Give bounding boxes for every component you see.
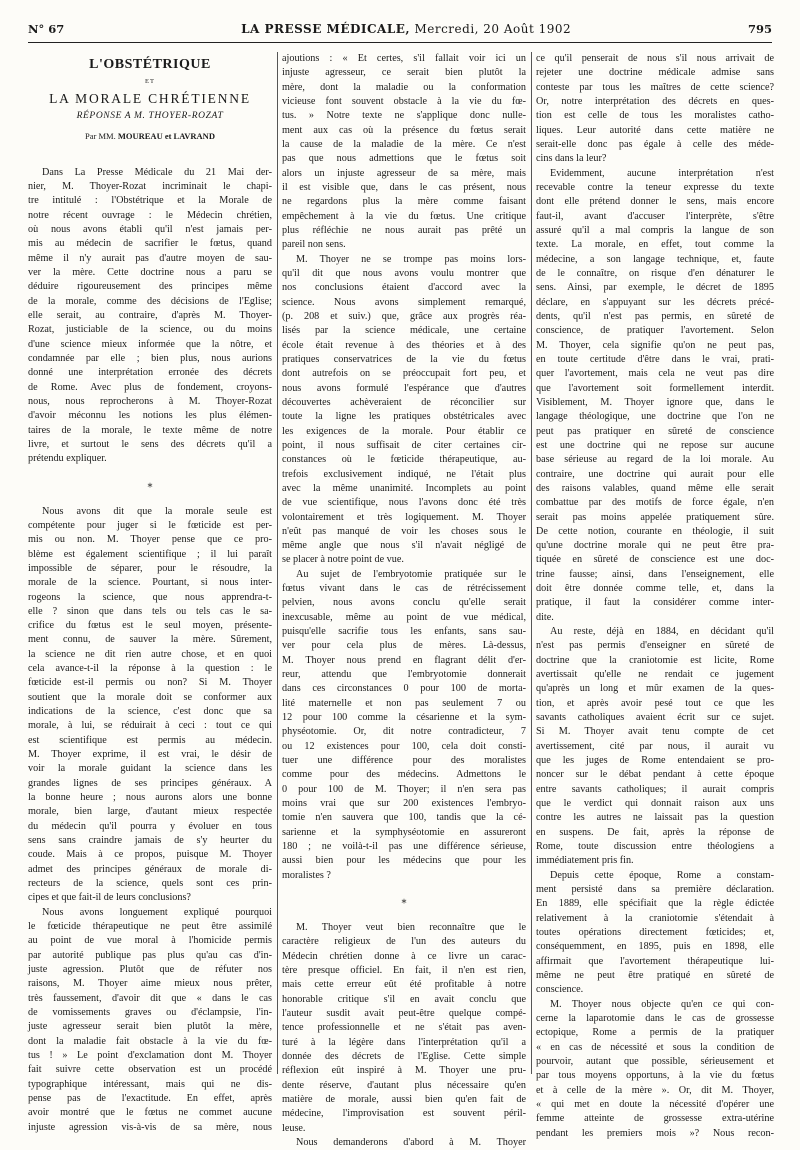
text-block	[28, 166, 272, 467]
text-line: point, il nous suffisait de citer certaines cir-	[282, 439, 526, 451]
text-line: nous, nous reprocherons à M. Thoyer-Rozat	[28, 395, 272, 407]
text-line: avertissait qu'elle ne rendait ce jugement	[536, 669, 774, 681]
column-1	[28, 52, 272, 1133]
text-line: Evidemment, aucune interprétation n'est	[550, 167, 774, 179]
text-line: tiquée en sûreté de conscience est une doc-	[536, 554, 774, 566]
text-line: réflexion eût inspiré à M. Thoyer une pru-	[282, 1065, 526, 1077]
text-block	[282, 52, 526, 883]
text-line: comme pour des médecins. Admettons le	[282, 769, 526, 781]
text-line: toutes opérations directement fœticides; et,	[536, 927, 774, 939]
text-line: lité maternelle et non pas seulement 7 ou	[282, 697, 526, 709]
text-line: Nous avons dit que la morale seule est	[42, 505, 272, 517]
journal-title: LA PRESSE MÉDICALE,	[241, 22, 411, 36]
text-line: Visiblement, M. Thoyer ignore que, dans le	[536, 396, 774, 408]
text-line: fœticide est-il permis ou non? Si M. Thoyer	[28, 677, 272, 689]
text-line: la science ne dit rien autre chose, et en quoi	[28, 648, 272, 660]
text-line: qu'une doctrine morale qui ne peut être pra-	[536, 540, 774, 552]
text-line: pas que nous admettions que le fœtus soit	[282, 153, 526, 165]
text-block	[536, 52, 774, 1141]
column-2	[282, 52, 526, 1148]
text-line: ce qu'il penserait de nous s'il nous arrivait de	[536, 53, 774, 64]
text-line: lisés par la science médicale, une certaine	[282, 325, 526, 337]
text-line: tomie n'en sauvera que 100, tandis que la cé-	[282, 812, 526, 824]
journal-masthead	[241, 22, 571, 36]
text-line: combattue par des motifs de force égale, n'en	[536, 497, 774, 509]
text-line: doit être donnée comme telle, et, dans la	[536, 583, 774, 595]
text-line: M. Thoyer, cela signifie qu'on ne peut pas,	[536, 339, 774, 351]
text-line: Si M. Thoyer avait tenu compte de cet	[536, 726, 774, 738]
text-line: conséquemment, en 1895, puis en 1898, elle	[536, 941, 774, 953]
text-line: En 1889, elle spécifiait que la règle édictée	[536, 898, 774, 910]
column-3	[536, 52, 774, 1139]
text-line: injuste agresseur, ce serait bien plutôt la	[282, 67, 526, 79]
text-line: pelvien, nous avons conclu qu'elle serait	[282, 597, 526, 609]
text-line: mis ou non. M. Thoyer pense que ce pro-	[28, 534, 272, 546]
text-line: morale, bien large, d'autant mieux respectée	[28, 806, 272, 818]
text-line: alors un injuste agresseur de sa mère, mais	[282, 167, 526, 179]
text-line: même angle que nous s'il n'avait négligé de	[282, 540, 526, 552]
text-line: caractère religieux de l'un des auteurs du	[282, 936, 526, 948]
text-line: donnée des décrets de l'Eglise. Cette simple	[282, 1050, 526, 1062]
text-line: (p. 208 et suiv.) que, grâce aux progrès réa-	[282, 310, 526, 322]
text-line: école était revenue à des théories et à des	[282, 339, 526, 351]
text-line: mis au médecin de sacrifier le fœtus, quand	[28, 238, 272, 250]
text-line: reur, attendu que l'embryotomie donnerait	[282, 669, 526, 681]
text-line: pareil non sens.	[282, 239, 346, 251]
text-line: matière de morale, aussi bien qu'en fait de	[282, 1093, 526, 1105]
text-line: 12 pour 100 comme la césarienne et la sym-	[282, 712, 526, 724]
text-line: tence professionnelle et ne s'était pas aven-	[282, 1022, 526, 1034]
text-line: rejeter une doctrine médicale admise sans	[536, 67, 774, 79]
text-line: avoir montré que le fœtus ne commet aucune	[28, 1107, 272, 1119]
text-line: 0 pour 100 de M. Thoyer; il n'en sera pas	[282, 783, 526, 795]
text-line: ne regardons plus la mère comme faisant	[282, 196, 526, 208]
text-line: avertissement, cité par nous, il aurait vu	[536, 740, 774, 752]
text-line: ment aux cas où la présence du fœtus serait	[282, 124, 526, 136]
text-line: Depuis cette époque, Rome a constam-	[550, 869, 774, 881]
text-line: femme atteinte de grossesse extra-utérine	[536, 1113, 774, 1125]
text-line: relativement à la craniotomie s'étendait à	[536, 912, 774, 924]
text-line: raisons, M. Thoyer aime mieux nous prêter,	[28, 978, 272, 990]
text-line: puisqu'elle sacrifie tous les enfants, sans sau-	[282, 626, 526, 638]
text-line: d'avoir méconnu les notions les plus élémen-	[28, 410, 272, 422]
text-line: faut-il, avant d'accuser l'interprète, s'être	[536, 210, 774, 222]
text-line: l'auteur susdit avait peut-être quelque compé-	[282, 1008, 526, 1019]
text-line: moralistes ?	[282, 869, 331, 881]
text-line: des raisons valables, quand même elle serait	[536, 482, 774, 494]
section-separator: ⁎	[401, 895, 407, 907]
article-response-line: RÉPONSE A M. THOYER-ROZAT	[76, 110, 224, 121]
text-line: toute la ligne les pratiques obstétricales avec	[282, 411, 526, 423]
text-line: dans ces circonstances 0 pour 100 de morta-	[282, 683, 526, 695]
text-line: compétente pour juger si le fœticide est per-	[28, 519, 272, 531]
text-line: pendant les premiers mois »? Nous recon-	[536, 1127, 774, 1139]
text-line: entre savants catholiques; il aurait compris	[536, 783, 774, 795]
text-line: la cause de la maladie de la mère. Ce n'est	[282, 138, 526, 150]
text-line: très faussement, d'avoir dit que « dans le cas	[28, 992, 272, 1004]
text-line: taires de la morale, le texte même de notre	[28, 424, 272, 436]
text-line: ment persisté dans sa première déclaration.	[536, 884, 774, 896]
issue-number: N° 67	[28, 22, 65, 36]
text-line: M. Thoyer ne se trompe pas moins lors-	[296, 253, 526, 265]
text-line: mère, dont la maladie ou la conformation	[282, 81, 526, 93]
text-line: nos conclusions étaient d'accord avec la	[282, 282, 526, 294]
text-line: n'est pas permis d'enseigner en sûreté de	[536, 640, 774, 652]
text-line: condamnée par elle ; bien plus, nous aurions	[28, 352, 272, 364]
text-line: morale de la science. Pourtant, si nous inter-	[28, 577, 272, 589]
text-line: recevable contre la teneur expresse du texte	[536, 181, 774, 193]
text-line: cipes et que fait-il de leurs conclusions?	[28, 892, 191, 904]
text-line: de la morale, comme des décisions de l'Eglise;	[28, 295, 272, 307]
text-line: dents, qu'il n'est pas permis, en sûreté de	[536, 310, 774, 322]
text-line: admet des principes généraux de morale di-	[28, 863, 272, 875]
text-line: médecine, l'improvisation est souvent péril-	[282, 1108, 526, 1120]
text-line: n'eût pas manqué de voir les choses sous le	[282, 525, 526, 537]
text-line: dont autrefois on se préoccupait fort peu, et	[282, 368, 526, 380]
column-divider	[277, 52, 278, 1074]
text-line: déduire rigoureusement des principes même	[28, 281, 272, 293]
text-line: elle serait, au contraire, d'après M. Thoyer-	[28, 309, 272, 321]
text-line: pense pas de l'exactitude. En effet, après	[28, 1092, 272, 1104]
article-title-et: ET	[145, 78, 155, 86]
text-line: conscience, de pratiquer l'avortement. Selon	[536, 325, 774, 337]
text-line: tion, et après avoir pesé tout ce que les	[536, 697, 774, 709]
text-line: M. Thoyer nous prend en flagrant délit d'er-	[282, 654, 526, 666]
text-line: cerne la laparotomie dans le cas de grossesse	[536, 1012, 774, 1024]
section-separator: ⁎	[147, 478, 153, 490]
article-title: L'OBSTÉTRIQUE	[89, 57, 211, 72]
text-line: sens sans craindre jamais de s'y heurter du	[28, 835, 272, 847]
text-line: quer l'avortement, mais cela ne veut pas dire	[536, 368, 774, 380]
text-line: nier, M. Thoyer-Rozat incriminait le chapi-	[28, 180, 272, 192]
text-line: moins vrai que sur 200 existences l'embryo-	[282, 798, 526, 810]
text-line: se placer à notre point de vue.	[282, 554, 404, 566]
text-line: constances où le fœticide thérapeutique, au-	[282, 454, 526, 466]
issue-date: Mercredi, 20 Août 1902	[414, 22, 572, 36]
text-line: par autorité publique pas plus qu'au cas d'in-	[28, 949, 272, 961]
page-number: 795	[747, 22, 772, 36]
text-line: recteurs de la science, quels sont ces prin-	[28, 878, 272, 890]
text-block	[282, 921, 526, 1150]
text-line: aussi bien pour les médecins que pour les	[282, 855, 526, 867]
text-line: il est visible que, dans le cas présent, nous	[282, 181, 526, 193]
text-line: avec la même unanimité. Incomplets au point	[282, 482, 526, 494]
byline-prefix: Par MM.	[85, 131, 116, 142]
text-line: elle ? sinon que dans tels ou tels cas le sa-	[28, 605, 272, 617]
text-line: ver la mère. Cette doctrine nous a paru se	[28, 266, 272, 278]
text-line: 180 ; ne voilà-t-il pas une différence sérieuse,	[282, 841, 526, 853]
text-line: tuer une différence pour des moralistes	[282, 755, 526, 767]
text-line: le fœticide thérapeutique ne peut être assimilé	[28, 921, 272, 933]
text-line: donné une interprétation erronée des décrets	[28, 367, 272, 379]
text-line: morale, à lui, se réduirait à ceci : tout ce qui	[28, 720, 272, 732]
text-line: grandes lignes de ses principes généraux. A	[28, 777, 272, 789]
text-line: contre les autres ne laissait pas la question	[536, 812, 774, 824]
text-line: langage théologique, une doctrine que l'on ne	[536, 411, 774, 423]
text-line: ectopique, Rome a permis de la pratiquer	[536, 1027, 774, 1039]
text-line: indications de la science, c'est donc que sa	[28, 706, 272, 718]
text-line: conscience.	[536, 984, 584, 996]
text-line: turé à la légère dans l'interprétation qu'il a	[282, 1036, 526, 1048]
text-line: trine fausse; ainsi, dans l'enseignement, elle	[536, 568, 774, 580]
text-line: noncer sur le débat pendant à cette époque	[536, 769, 774, 781]
text-line: liques. Leur autorité dans cette matière ne	[536, 124, 774, 136]
text-line: en toute certitude d'être dans le vrai, prati-	[536, 353, 774, 365]
text-line: prétendu expliquer.	[28, 453, 107, 465]
page-header	[28, 18, 772, 40]
text-line: que les juges de Rome entendaient se pro-	[536, 755, 774, 767]
text-line: juste agresseur serait bien plutôt la mère,	[28, 1021, 272, 1033]
text-line: déclare, en s'appuyant sur les décrets précé-	[536, 296, 774, 308]
text-line: cela avance-t-il la réponse à la question : le	[28, 663, 272, 675]
text-line: trefois exclusivement indiqué, ne l'était plus	[282, 468, 526, 480]
text-line: doctrine que la craniotomie est licite, Rome	[536, 654, 774, 666]
text-line: honorable critique s'il en avait conclu que	[282, 993, 526, 1005]
text-line: ver pour cela plus de mères. Là-dessus,	[282, 640, 526, 652]
text-line: tre intitulé : l'Obstétrique et la Morale de	[28, 195, 272, 207]
text-line: conteste par tous les maîtres de cette science?	[536, 81, 774, 93]
text-line: d'une science mieux informée que la nôtre, et	[28, 338, 272, 350]
text-line: volontairement et très logiquement. M. Thoyer	[282, 511, 526, 523]
text-line: physéotomie. Or, dit notre contradicteur, 7	[282, 726, 526, 738]
text-line: qu'il dit que nous avons voulu montrer que	[282, 267, 526, 279]
text-line: impossible de séparer, pour le résoudre, la	[28, 562, 272, 574]
text-line: soutient que la morale doit se conformer aux	[28, 691, 272, 703]
text-line: fœtus vivant dans le cas de rétrécissement	[282, 583, 526, 595]
text-line: base sérieuse au regard de la loi morale. Au	[536, 454, 774, 466]
text-line: est scientifique est permis au médecin.	[28, 734, 272, 746]
text-line: Or, notre interprétation des décrets en ques-	[536, 95, 774, 107]
text-line: rogeons la science, que nous apprendra-t-	[28, 591, 272, 603]
text-block	[28, 505, 272, 1135]
text-line: Nous avons longuement expliqué pourquoi	[42, 906, 272, 918]
text-line: du médecin qu'il pourra y évoluer en tous	[28, 820, 272, 832]
text-line: tus ! » Le point d'exclamation dont M. Thoyer	[28, 1050, 272, 1061]
text-line: leuse.	[282, 1122, 306, 1134]
text-line: dente réserve, d'autant plus nécessaire qu'en	[282, 1079, 526, 1091]
text-line: science. Nous avons simplement remarqué,	[282, 296, 526, 308]
text-line: tère presque officiel. En fait, il n'en est rien,	[282, 965, 526, 977]
text-line: par tous moyens opportuns, à la vie du fœtus	[536, 1070, 774, 1082]
text-line: est une doctrine qui ne repose sur aucune	[536, 439, 774, 451]
text-line: blème est également scientifique ; il lui paraît	[28, 548, 272, 560]
text-line: Médecin chrétien donne à ce livre un carac-	[282, 950, 526, 962]
text-line: de le connaître, on risque d'en dénaturer le	[536, 267, 774, 279]
text-line: et à celle de la mère ». Or, dit M. Thoyer,	[536, 1084, 774, 1096]
text-line: typographique intéressant, mais qui ne dis-	[28, 1078, 272, 1090]
text-line: la bonne heure ; nous aurons alors une bonne	[28, 792, 272, 804]
text-line: Rozat, justiciable de la science, ou du moins	[28, 324, 272, 336]
text-line: tion est celle de tous les moralistes catho-	[536, 110, 774, 122]
text-line: injuste agression vis-à-vis de sa mère, nous	[28, 1121, 272, 1133]
text-line: même ne peut être pratiqué en sûreté de	[536, 970, 774, 981]
text-line: même il n'y aurait pas d'autre moyen de sau-	[28, 252, 272, 264]
text-line: serait-elle donc pas égale à celle des méde-	[536, 138, 774, 150]
text-line: Dans La Presse Médicale du 21 Mai der-	[42, 166, 272, 178]
text-line: vicieuse font souvent obstacle à la vie du fœ-	[282, 95, 526, 107]
text-line: De cette notion, courante en théologie, il suit	[536, 525, 774, 537]
text-line: de Rome. Avec plus de fondement, croyons-	[28, 381, 272, 393]
text-line: serait pas moins appelée pratiquement sûre.	[536, 511, 774, 523]
text-line: de vue scientifique, nous l'avons donc été très	[282, 497, 526, 509]
text-line: M. Thoyer exprime, il est vrai, le désir de	[28, 749, 272, 761]
text-line: découvertes achèveraient de réconcilier sur	[282, 396, 526, 408]
text-line: mais cette erreur eût été profitable à notre	[282, 979, 526, 991]
text-line: dont elle prétend donner le sens, mais encore	[536, 196, 774, 208]
text-line: contraire, une doctrine qui aurait pour elle	[536, 468, 774, 480]
text-line: en suspens. De fait, après la réponse de	[536, 826, 774, 838]
text-line: Rome, toute discussion entre théologiens a	[536, 841, 774, 853]
text-line: voir la morale guidant la science dans les	[28, 763, 272, 775]
text-line: pourvoir, autant que possible, sérieusement et	[536, 1055, 774, 1067]
header-rule	[28, 42, 772, 43]
text-line: les exigences de la morale. Pour établir ce	[282, 425, 526, 437]
text-line: empêchement à la vie du fœtus. Une critique	[282, 210, 526, 222]
article-subtitle: LA MORALE CHRÉTIENNE	[49, 90, 251, 106]
text-line: assuré qu'il a mal compris la langue de son	[536, 224, 774, 236]
text-line: juste agression. Plutôt que de réfuter nos	[28, 964, 272, 976]
text-line: crifice du fœtus est le seul moyen, présente-	[28, 620, 272, 632]
text-line: ajoutions : « Et certes, s'il fallait voir ici un	[282, 53, 526, 64]
text-line: Au reste, déjà en 1884, en décidant qu'il	[550, 626, 774, 638]
text-line: pratique, il faut la considérer comme inter-	[536, 597, 774, 609]
text-line: tus. » Notre texte ne s'applique donc nulle-	[282, 110, 526, 122]
article-byline	[28, 129, 272, 143]
text-line: « qui met en doute la nécessité d'opérer une	[536, 1098, 774, 1110]
text-line: au point de vue moral à l'homicide permis	[28, 935, 272, 947]
text-line: inexcusable, même au point de vue médical,	[282, 611, 526, 623]
text-line: M. Thoyer veut bien reconnaître que le	[296, 922, 526, 934]
text-line: livre, et surtout le sens des décrets qu'il a	[28, 438, 272, 450]
text-line: de vomissements graves ou d'éclampsie, l'in-	[28, 1007, 272, 1019]
text-line: cins dans la leur?	[536, 153, 607, 165]
text-line: affirmait que l'avortement thérapeutique lui-	[536, 955, 774, 967]
text-line: médecine, a son langage technique, et, faute	[536, 253, 774, 265]
text-line: dont la maladie fait obstacle à la vie du fœ-	[28, 1035, 272, 1047]
text-line: immédiatement pris fin.	[536, 855, 634, 867]
text-line: Au sujet de l'embryotomie pratiquée sur le	[296, 568, 526, 580]
text-line: sens. Ainsi, par exemple, le décret de 1895	[536, 282, 774, 294]
text-line: coude. Mais à ce propos, puisque M. Thoyer	[28, 849, 272, 861]
text-line: nous avons formulé l'espérance que d'autres	[282, 382, 526, 394]
text-line: que l'avortement soit formellement interdit.	[536, 382, 774, 394]
text-line: qu'après un long et mûr examen de la ques-	[536, 683, 774, 695]
text-line: plus réfléchie ne nous aurait pas prêté un	[282, 224, 526, 236]
byline-authors: MOUREAU et LAVRAND	[117, 131, 215, 142]
text-line: « en cas de nécessité et sous la condition de	[536, 1041, 774, 1053]
text-line: où nous avons établi qu'il n'est jamais per-	[28, 223, 272, 235]
text-line: sarienne et la symphyséotomie en assureront	[282, 826, 526, 838]
text-line: Nous demanderons d'abord à M. Thoyer	[296, 1136, 526, 1148]
text-line: ment connu, de sauver la mère. Sûrement,	[28, 634, 272, 646]
text-line: fait suivre cette observation est un procédé	[28, 1064, 272, 1076]
text-line: notre récent ouvrage : le Médecin chrétien,	[28, 209, 272, 221]
text-line: que le verdict qui donnait raison aux uns	[536, 798, 774, 810]
text-line: texte. La morale, en effet, tout comme la	[536, 239, 774, 251]
text-line: ou 12 existences pour 100, cela doit consti-	[282, 740, 526, 752]
column-divider	[531, 52, 532, 1074]
text-line: pratiques conservatrices de la vie du fœtus	[282, 353, 526, 365]
text-line: M. Thoyer nous objecte qu'en ce qui con-	[550, 998, 774, 1010]
text-line: peut pas pratiquer en sûreté de conscience	[536, 425, 774, 437]
text-line: dite.	[536, 611, 554, 623]
text-line: savants catholiques avaient écrit sur ce sujet.	[536, 712, 774, 724]
